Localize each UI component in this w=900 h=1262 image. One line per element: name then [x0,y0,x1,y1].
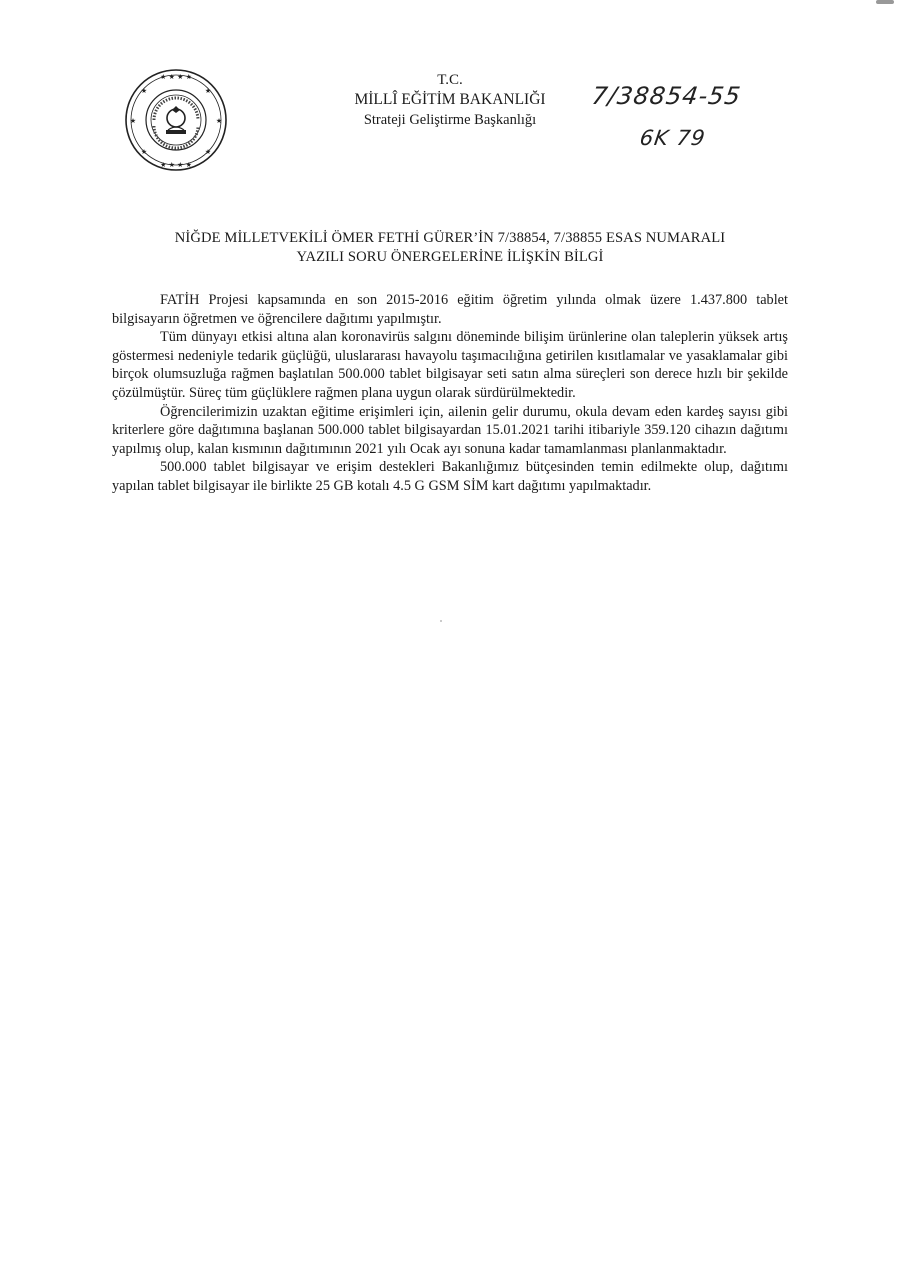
svg-text:★: ★ [204,148,212,156]
scan-speck [440,620,442,622]
letterhead [300,70,600,130]
handwritten-code: 6K 79 [638,126,708,150]
document-body [112,291,788,496]
paragraph-3: Öğrencilerimizin uzaktan eğitime erişimleri için, ailenin gelir durumu, okula devam eden kardeş sayısı gibi kriterlere göre dağıtımına başlanan 500.000 tablet bilgisayardan 15.01.2021 tarihi itibariyle 359.120 cihazın dağıtımı yapılmış olup, kalan kısmının dağıtımının 2021 yılı Ocak ayı sonuna kadar tamamlanması planlanmaktadır. [112,403,788,457]
paragraph-1: FATİH Projesi kapsamında en son 2015-2016 eğitim öğretim yılında olmak üzere 1.437.800 tablet bilgisayarın öğretmen ve öğrencilere dağıtımı yapılmıştır. [112,292,788,327]
svg-text:★ ★ ★ ★: ★ ★ ★ ★ [160,73,192,81]
letterhead-department: Strateji Geliştirme Başkanlığı [363,112,537,128]
svg-text:★: ★ [215,117,223,125]
svg-text:★ ★ ★ ★: ★ ★ ★ ★ [160,161,192,169]
scan-mark [876,0,894,4]
paragraph-2: Tüm dünyayı etkisi altına alan koronavirüs salgını döneminde bilişim ürünlerine olan taleplerin yüksek artış göstermesi nedeniyle tedarik güçlüğü, uluslararası havayolu taşımacılığına getirilen kısıtlamalar ve yasaklamalar gibi birçok olumsuzluğa rağmen başlatılan 500.000 tablet bilgisayar seti satın alma süreçleri son derece hızlı bir şekilde çözülmüştür. Süreç tüm güçlüklere rağmen plana uygun olarak sürdürülmektedir. [112,329,788,401]
title-line-2: YAZILI SORU ÖNERGELERİNE İLİŞKİN BİLGİ [296,249,604,265]
svg-text:★: ★ [140,87,148,95]
svg-text:★: ★ [140,148,148,156]
title-line-1: NİĞDE MİLLETVEKİLİ ÖMER FETHİ GÜRER’İN 7/38854, 7/38855 ESAS NUMARALI [174,230,726,246]
ministry-seal-icon [124,68,228,172]
document-title [112,229,788,267]
paragraph-4: 500.000 tablet bilgisayar ve erişim destekleri Bakanlığımız bütçesinden temin edilmekte olup, dağıtımı yapılan tablet bilgisayar ile birlikte 25 GB kotalı 4.5 G GSM SİM kart dağıtımı yapılmaktadır. [112,459,788,494]
svg-text:★: ★ [204,87,212,95]
letterhead-tc: T.C. [437,72,463,88]
svg-text:★: ★ [129,117,137,125]
handwritten-reference: 7/38854-55 [590,82,743,110]
letterhead-ministry: MİLLÎ EĞİTİM BAKANLIĞI [354,91,546,108]
